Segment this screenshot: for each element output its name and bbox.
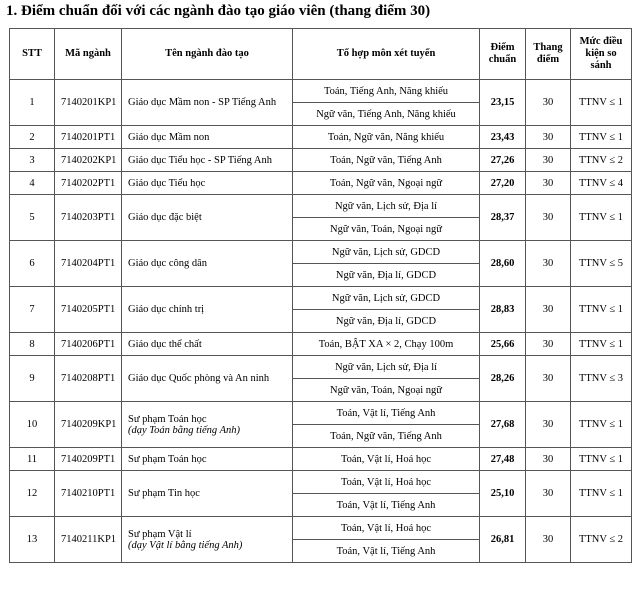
cell-level: TTNV ≤ 1 [571, 448, 632, 471]
cell-combo: Toán, Ngữ văn, Tiếng Anh [293, 425, 480, 448]
cell-level: TTNV ≤ 1 [571, 333, 632, 356]
score-table [9, 28, 632, 563]
table-row [10, 517, 632, 540]
table-row [10, 80, 632, 103]
cell-stt: 11 [10, 448, 55, 471]
program-name: Giáo dục Mầm non [128, 131, 210, 143]
header-name: Tên ngành đào tạo [122, 29, 293, 80]
cell-code: 7140210PT1 [55, 471, 122, 517]
cell-combo: Ngữ văn, Lịch sử, GDCD [293, 241, 480, 264]
cell-level: TTNV ≤ 3 [571, 356, 632, 402]
cell-combo: Ngữ văn, Lịch sử, GDCD [293, 287, 480, 310]
cell-score: 23,43 [480, 126, 526, 149]
cell-combo: Toán, Vật lí, Hoá học [293, 517, 480, 540]
cell-combo: Ngữ văn, Địa lí, GDCD [293, 310, 480, 333]
cell-code: 7140201KP1 [55, 80, 122, 126]
cell-code: 7140204PT1 [55, 241, 122, 287]
cell-scale: 30 [526, 448, 571, 471]
cell-score: 28,26 [480, 356, 526, 402]
cell-stt: 5 [10, 195, 55, 241]
cell-combo: Ngữ văn, Địa lí, GDCD [293, 264, 480, 287]
cell-code: 7140202KP1 [55, 149, 122, 172]
table-header-row [10, 29, 632, 80]
cell-level: TTNV ≤ 1 [571, 402, 632, 448]
table-row [10, 448, 632, 471]
cell-name [122, 517, 293, 563]
cell-code: 7140208PT1 [55, 356, 122, 402]
cell-combo: Ngữ văn, Lịch sử, Địa lí [293, 356, 480, 379]
cell-name [122, 471, 293, 517]
header-stt: STT [10, 29, 55, 80]
table-row [10, 172, 632, 195]
cell-level: TTNV ≤ 1 [571, 80, 632, 126]
cell-name [122, 333, 293, 356]
cell-name [122, 149, 293, 172]
cell-scale: 30 [526, 356, 571, 402]
table-row [10, 471, 632, 494]
program-name: Giáo dục Tiểu học [128, 177, 206, 189]
cell-name [122, 80, 293, 126]
program-name: Giáo dục đặc biệt [128, 212, 202, 223]
cell-combo: Toán, Vật lí, Hoá học [293, 471, 480, 494]
cell-scale: 30 [526, 149, 571, 172]
table-row [10, 126, 632, 149]
cell-combo: Toán, BẬT XA × 2, Chạy 100m [293, 333, 480, 356]
cell-scale: 30 [526, 287, 571, 333]
cell-level: TTNV ≤ 2 [571, 517, 632, 563]
cell-combo: Toán, Ngữ văn, Tiếng Anh [293, 149, 480, 172]
cell-combo: Ngữ văn, Tiếng Anh, Năng khiếu [293, 103, 480, 126]
cell-score: 26,81 [480, 517, 526, 563]
cell-score: 27,26 [480, 149, 526, 172]
cell-score: 27,20 [480, 172, 526, 195]
cell-level: TTNV ≤ 1 [571, 287, 632, 333]
cell-name [122, 287, 293, 333]
cell-scale: 30 [526, 402, 571, 448]
cell-score: 28,37 [480, 195, 526, 241]
cell-scale: 30 [526, 195, 571, 241]
cell-combo: Ngữ văn, Lịch sử, Địa lí [293, 195, 480, 218]
cell-code: 7140205PT1 [55, 287, 122, 333]
cell-code: 7140211KP1 [55, 517, 122, 563]
cell-scale: 30 [526, 172, 571, 195]
cell-score: 25,10 [480, 471, 526, 517]
program-name: Sư phạm Toán học [128, 453, 207, 465]
program-name: Sư phạm Toán học [128, 413, 207, 425]
program-note: (dạy Toán bằng tiếng Anh) [128, 424, 240, 436]
program-name: Giáo dục Tiểu học - SP Tiếng Anh [128, 154, 273, 166]
cell-score: 28,60 [480, 241, 526, 287]
cell-scale: 30 [526, 471, 571, 517]
cell-score: 25,66 [480, 333, 526, 356]
program-name: Giáo dục chính trị [128, 304, 205, 315]
cell-combo: Toán, Ngữ văn, Năng khiếu [293, 126, 480, 149]
cell-code: 7140209KP1 [55, 402, 122, 448]
cell-score: 23,15 [480, 80, 526, 126]
header-combo: Tổ hợp môn xét tuyển [293, 29, 480, 80]
cell-level: TTNV ≤ 5 [571, 241, 632, 287]
header-score: Điểm chuẩn [480, 29, 526, 80]
cell-score: 27,48 [480, 448, 526, 471]
cell-stt: 9 [10, 356, 55, 402]
program-note: (dạy Vật lí bằng tiếng Anh) [128, 539, 243, 551]
cell-stt: 7 [10, 287, 55, 333]
cell-scale: 30 [526, 333, 571, 356]
cell-name [122, 356, 293, 402]
cell-combo: Toán, Vật lí, Tiếng Anh [293, 540, 480, 563]
cell-stt: 8 [10, 333, 55, 356]
cell-code: 7140206PT1 [55, 333, 122, 356]
program-name: Giáo dục công dân [128, 258, 208, 269]
cell-combo: Ngữ văn, Toán, Ngoại ngữ [293, 218, 480, 241]
cell-combo: Toán, Vật lí, Tiếng Anh [293, 494, 480, 517]
cell-name [122, 126, 293, 149]
cell-name [122, 241, 293, 287]
table-body [10, 80, 632, 563]
cell-combo: Toán, Vật lí, Hoá học [293, 448, 480, 471]
cell-combo: Ngữ văn, Toán, Ngoại ngữ [293, 379, 480, 402]
cell-level: TTNV ≤ 1 [571, 126, 632, 149]
cell-stt: 3 [10, 149, 55, 172]
cell-stt: 13 [10, 517, 55, 563]
cell-level: TTNV ≤ 1 [571, 195, 632, 241]
cell-code: 7140201PT1 [55, 126, 122, 149]
table-row [10, 241, 632, 264]
table-row [10, 287, 632, 310]
cell-code: 7140209PT1 [55, 448, 122, 471]
table-row [10, 333, 632, 356]
cell-name [122, 448, 293, 471]
cell-name [122, 195, 293, 241]
program-name: Sư phạm Vật lí [128, 528, 192, 540]
table-row [10, 195, 632, 218]
cell-scale: 30 [526, 126, 571, 149]
cell-code: 7140203PT1 [55, 195, 122, 241]
header-code: Mã ngành [55, 29, 122, 80]
program-name: Giáo dục Quốc phòng và An ninh [128, 373, 270, 384]
header-scale: Thang điểm [526, 29, 571, 80]
program-name: Sư phạm Tin học [128, 488, 200, 499]
cell-level: TTNV ≤ 1 [571, 471, 632, 517]
cell-stt: 12 [10, 471, 55, 517]
cell-combo: Toán, Vật lí, Tiếng Anh [293, 402, 480, 425]
cell-scale: 30 [526, 241, 571, 287]
cell-combo: Toán, Ngữ văn, Ngoại ngữ [293, 172, 480, 195]
cell-scale: 30 [526, 517, 571, 563]
cell-level: TTNV ≤ 4 [571, 172, 632, 195]
cell-score: 27,68 [480, 402, 526, 448]
cell-stt: 2 [10, 126, 55, 149]
program-name: Giáo dục thể chất [128, 338, 202, 350]
cell-scale: 30 [526, 80, 571, 126]
cell-stt: 1 [10, 80, 55, 126]
cell-stt: 6 [10, 241, 55, 287]
cell-combo: Toán, Tiếng Anh, Năng khiếu [293, 80, 480, 103]
table-row [10, 149, 632, 172]
header-level: Mức điều kiện so sánh [571, 29, 632, 80]
cell-name [122, 172, 293, 195]
cell-code: 7140202PT1 [55, 172, 122, 195]
program-name: Giáo dục Mầm non - SP Tiếng Anh [128, 97, 277, 108]
table-row [10, 402, 632, 425]
cell-name [122, 402, 293, 448]
cell-stt: 10 [10, 402, 55, 448]
cell-stt: 4 [10, 172, 55, 195]
cell-score: 28,83 [480, 287, 526, 333]
table-row [10, 356, 632, 379]
cell-level: TTNV ≤ 2 [571, 149, 632, 172]
page-title: 1. Điểm chuẩn đối với các ngành đào tạo giáo viên (thang điểm 30) [6, 3, 431, 19]
